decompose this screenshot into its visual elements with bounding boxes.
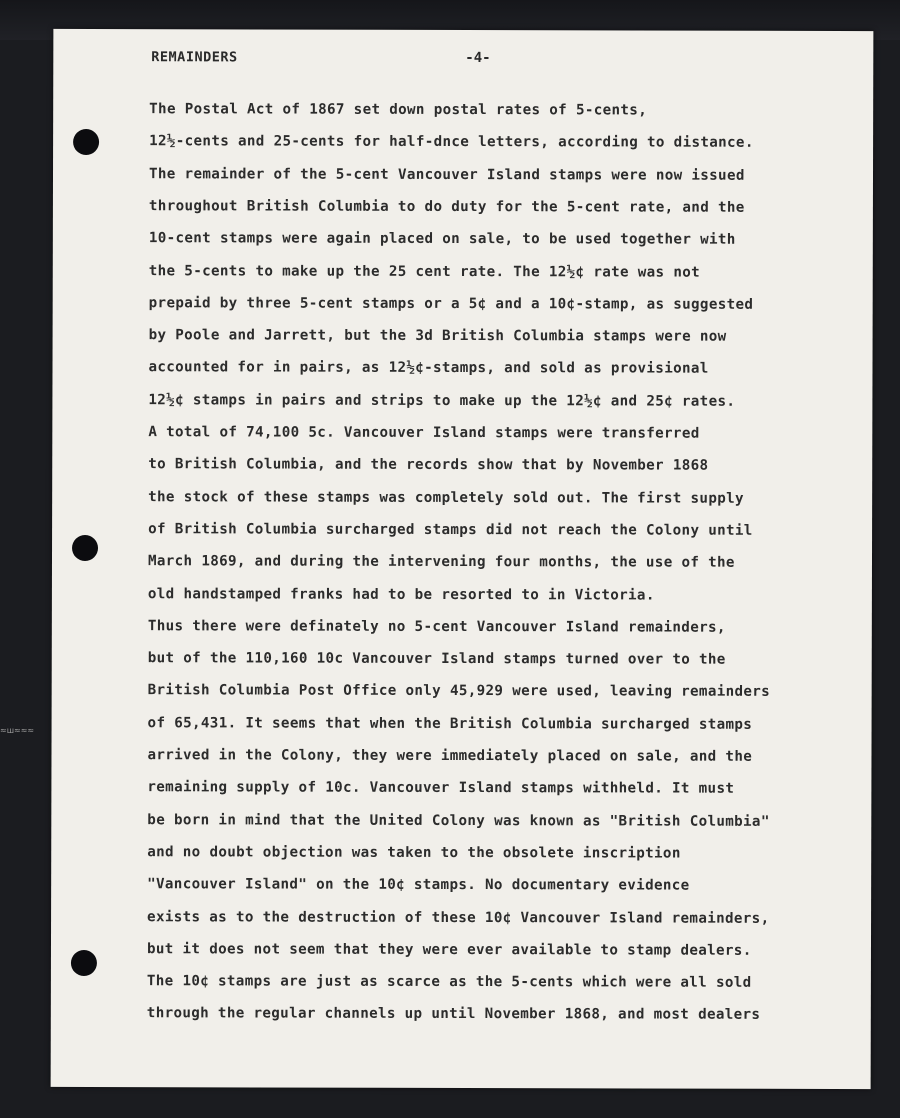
text-line: remaining supply of 10c. Vancouver Island stamps withheld. It must (147, 779, 735, 798)
text-line: the stock of these stamps was completely sold out. The first supply (148, 488, 744, 507)
text-line: The Postal Act of 1867 set down postal rates of 5-cents, (149, 101, 648, 119)
text-line: The remainder of the 5-cent Vancouver Island stamps were now issued (148, 165, 745, 184)
text-line: of 65,431. It seems that when the British Columbia surcharged stamps (147, 714, 753, 733)
edge-mark: ≈ш≈≈≈ (0, 726, 35, 735)
text-line: 10-cent stamps were again placed on sale, to be used together with (148, 230, 736, 248)
text-line: accounted for in pairs, as 12½¢-stamps, and sold as provisional (148, 359, 709, 378)
text-line: but of the 110,160 10c Vancouver Island stamps turned over to the (147, 650, 726, 668)
text-line: March 1869, and during the intervening four months, the use of the (147, 553, 735, 571)
text-line: throughout British Columbia to do duty for the 5-cent rate, and the (148, 198, 745, 216)
text-line: and no doubt objection was taken to the obsolete inscription (147, 844, 681, 862)
binder-hole-top (73, 129, 99, 155)
text-line: The 10¢ stamps are just as scarce as the 5-cents which were all sold (146, 973, 752, 991)
text-line: 12½¢ stamps in pairs and strips to make up the 12½¢ and 25¢ rates. (148, 391, 736, 410)
text-line: "Vancouver Island" on the 10¢ stamps. No documentary evidence (147, 876, 690, 894)
text-line: arrived in the Colony, they were immediately placed on sale, and the (147, 747, 753, 765)
text-line: be born in mind that the United Colony was known as "British Columbia" (147, 811, 770, 830)
text-line: to British Columbia, and the records show that by November 1868 (148, 456, 709, 474)
text-line: old handstamped franks had to be resorted to in Victoria. (147, 585, 655, 604)
text-line: of British Columbia surcharged stamps did not reach the Colony until (148, 521, 753, 539)
binder-hole-bottom (71, 950, 97, 976)
text-line: prepaid by three 5-cent stamps or a 5¢ and a 10¢-stamp, as suggested (148, 294, 754, 313)
text-line: 12½-cents and 25-cents for half-dnce letters, according to distance. (149, 133, 754, 152)
document-page (51, 29, 874, 1089)
text-line: A total of 74,100 5c. Vancouver Island stamps were transferred (148, 424, 700, 442)
text-line: through the regular channels up until November 1868, and most dealers (146, 1005, 761, 1024)
text-line: but it does not seem that they were ever available to stamp dealers. (146, 940, 752, 959)
binder-hole-middle (72, 535, 98, 561)
section-heading: REMAINDERS (151, 49, 238, 66)
page-number: -4- (465, 50, 491, 67)
text-line: by Poole and Jarrett, but the 3d British Columbia stamps were now (148, 327, 727, 345)
text-line: exists as to the destruction of these 10¢ Vancouver Island remainders, (147, 908, 770, 927)
text-line: British Columbia Post Office only 45,929 were used, leaving remainders (147, 682, 771, 701)
text-line: Thus there were definately no 5-cent Vancouver Island remainders, (147, 617, 726, 636)
text-line: the 5-cents to make up the 25 cent rate. The 12½¢ rate was not (148, 262, 701, 281)
